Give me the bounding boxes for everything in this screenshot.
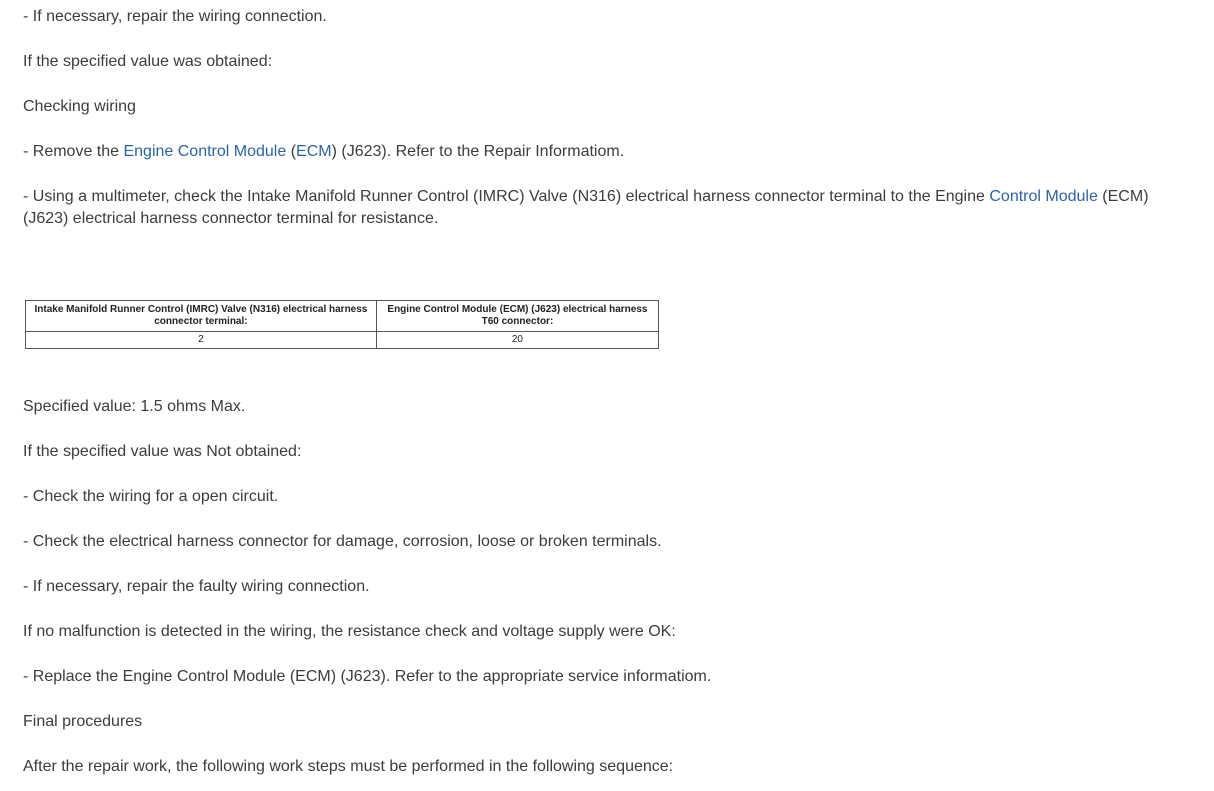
condition-value-obtained: If the specified value was obtained: — [23, 53, 273, 70]
condition-no-malfunction: If no malfunction is detected in the wiring, the resistance check and voltage supply were OK: — [23, 623, 676, 640]
step-multimeter-check — [23, 186, 1198, 230]
section-heading-final-procedures: Final procedures — [23, 713, 143, 730]
step-remove-ecm-suffix: ) (J623). Refer to the Repair Informatiom. — [331, 143, 625, 160]
step-check-connector: - Check the electrical harness connector for damage, corrosion, loose or broken terminals. — [23, 533, 662, 550]
link-control-module[interactable]: Control Module — [989, 188, 1098, 205]
step-remove-ecm-paren: ( — [286, 143, 297, 160]
step-repair-wiring: - If necessary, repair the wiring connection. — [23, 8, 327, 25]
table-cell-imrc-value: 2 — [26, 332, 377, 349]
condition-value-not-obtained: If the specified value was Not obtained: — [23, 443, 302, 460]
link-engine-control-module[interactable]: Engine Control Module — [123, 143, 287, 160]
section-heading-checking-wiring: Checking wiring — [23, 98, 136, 115]
table-header-ecm-terminal: Engine Control Module (ECM) (J623) electrical harness T60 connector: — [376, 301, 658, 332]
table-row — [26, 332, 659, 349]
specified-value: Specified value: 1.5 ohms Max. — [23, 398, 246, 415]
final-procedures-intro: After the repair work, the following work steps must be performed in the following sequence: — [23, 758, 674, 775]
step-replace-ecm: - Replace the Engine Control Module (ECM) (J623). Refer to the appropriate service informatiom. — [23, 668, 712, 685]
step-repair-faulty-wiring: - If necessary, repair the faulty wiring connection. — [23, 578, 370, 595]
step-remove-ecm — [23, 141, 624, 163]
resistance-check-table — [25, 300, 659, 349]
table-header-imrc-terminal: Intake Manifold Runner Control (IMRC) Valve (N316) electrical harness connector terminal: — [26, 301, 377, 332]
table-header-row — [26, 301, 659, 332]
step-check-open-circuit: - Check the wiring for a open circuit. — [23, 488, 279, 505]
step-multimeter-suffix: (ECM) (J623) electrical harness connector terminal for resistance. — [23, 188, 1149, 227]
step-remove-ecm-prefix: - Remove the — [23, 143, 124, 160]
step-multimeter-prefix: - Using a multimeter, check the Intake Manifold Runner Control (IMRC) Valve (N316) electrical harness connector terminal to the Engine — [23, 188, 990, 205]
table-cell-ecm-value: 20 — [376, 332, 658, 349]
link-ecm[interactable]: ECM — [296, 143, 332, 160]
